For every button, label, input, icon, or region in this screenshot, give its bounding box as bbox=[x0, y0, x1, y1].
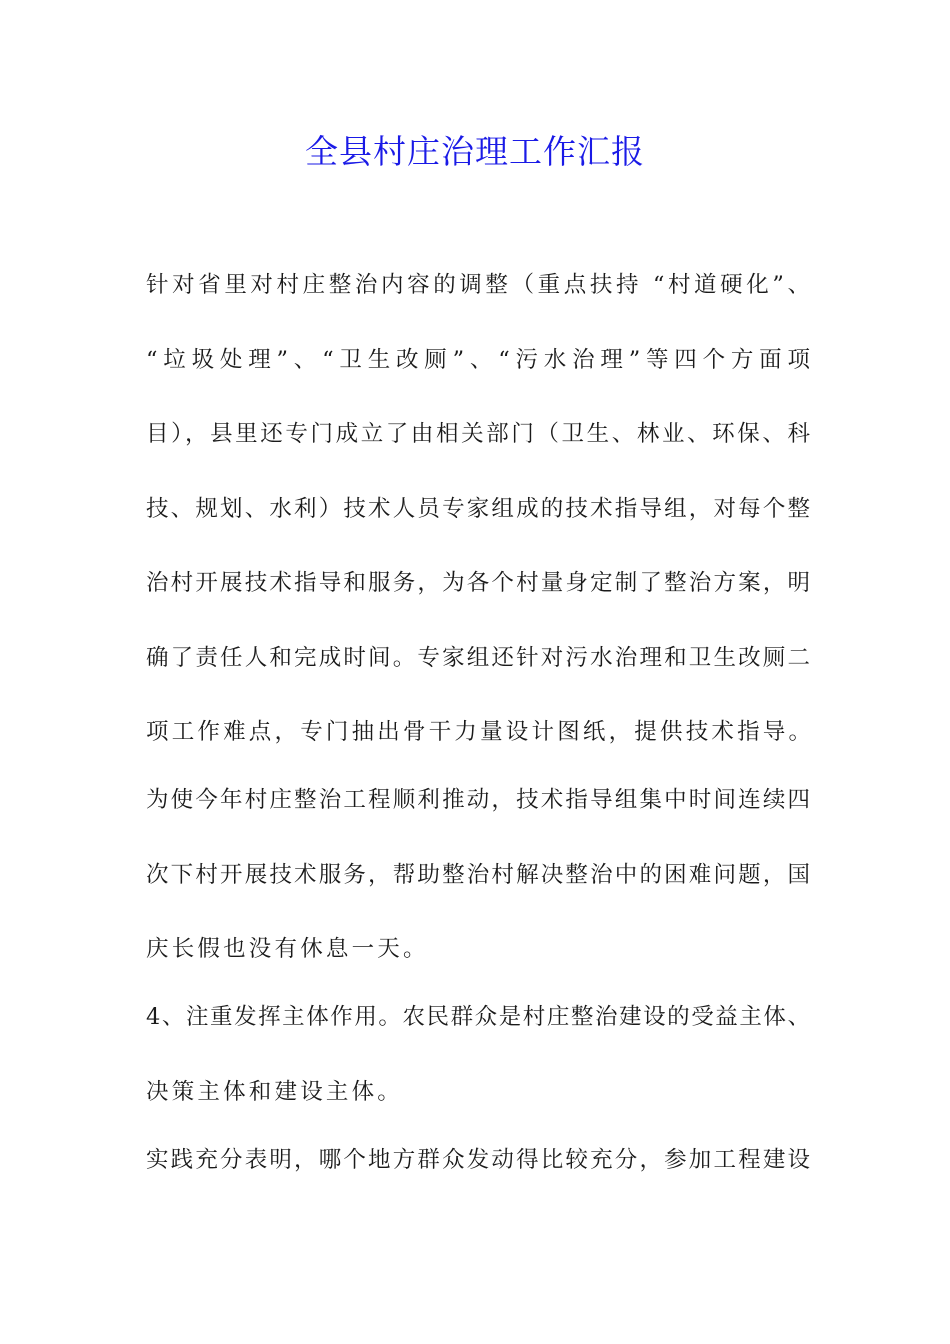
body-line: 决策主体和建设主体。 bbox=[146, 1078, 404, 1105]
body-line: 针对省里对村庄整治内容的调整（重点扶持 “村道硬化”、 bbox=[146, 272, 810, 298]
body-line: 为使今年村庄整治工程顺利推动，技术指导组集中时间连续四 bbox=[146, 787, 810, 813]
body-line: 庆长假也没有休息一天。 bbox=[146, 936, 429, 962]
body-line: 目），县里还专门成立了由相关部门（卫生、林业、环保、科 bbox=[146, 421, 810, 447]
body-line: 项工作难点，专门抽出骨干力量设计图纸，提供技术指导。 bbox=[146, 719, 815, 745]
body-line: 技、规划、水利）技术人员专家组成的技术指导组，对每个整 bbox=[146, 495, 810, 522]
body-line: “垃圾处理”、“卫生改厕”、“污水治理”等四个方面项 bbox=[146, 346, 810, 373]
body-line: 治村开展技术指导和服务，为各个村量身定制了整治方案，明 bbox=[146, 570, 810, 596]
body-line: 次下村开展技术服务，帮助整治村解决整治中的困难问题，国 bbox=[146, 861, 810, 888]
document-body bbox=[146, 262, 815, 1211]
document-title: 全县村庄治理工作汇报 bbox=[305, 132, 645, 171]
body-line: 确了责任人和完成时间。专家组还针对污水治理和卫生改厕二 bbox=[146, 644, 810, 671]
body-line: 4、注重发挥主体作用。农民群众是村庄整治建设的受益主体、 bbox=[146, 1004, 810, 1030]
body-line: 实践充分表明，哪个地方群众发动得比较充分，参加工程建设 bbox=[146, 1146, 810, 1173]
